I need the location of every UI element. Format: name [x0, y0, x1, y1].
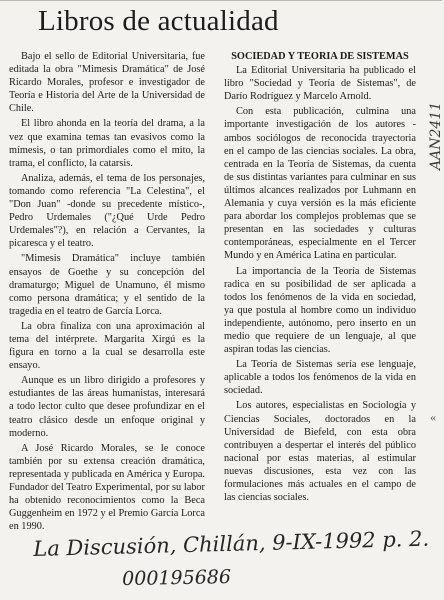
article-paragraph: A José Ricardo Morales, se le conoce también por su extensa creación dramática, representada y publicada en América y Europa. Fundador del Teatro Experimental, por su labor ha obtenido reconocimientos como la Beca Guggenheim en 1972 y el Premio García Lorca en 1990. [9, 442, 205, 533]
article-paragraph: Los autores, especialistas en Sociología y Ciencias Sociales, doctorados en la Universidad de Biefeld, con esta obra contribuyen a despertar el interés del público nacional por estas materias, al estimular nuevas discusiones, esta vez con las formulaciones más actuales en el campo de las ciencias sociales. [224, 400, 416, 504]
article-paragraph: "Mimesis Dramática" incluye también ensayos de Goethe y su concepción del dramaturgo; Miguel de Unamuno, él mismo como persona dramática; y el sentido de la tragedia en el teatro de García Lorca. [9, 253, 205, 317]
right-column [224, 50, 416, 506]
article-paragraph: La obra finaliza con una aproximación al tema del intérprete. Margarita Xirgú es la figura en torno a la cual se desarrolla este ensayo. [9, 320, 205, 372]
article-paragraph: La Teoría de Sistemas sería ese lenguaje, aplicable a todos los fenómenos de la vida en sociedad. [224, 359, 416, 397]
top-edge-rule [0, 0, 442, 1]
article-paragraph: Con esta publicación, culmina una importante investigación de los autores -ambos sociólogos de reconocida trayectoria en el campo de las ciencias sociales. La obra, centrada en la Teoría de Sistemas, da cuenta de sus distintas variantes para culminar en sus últimos alcances realizados por Luhmann en Alemania y cuya versión es la más eficiente para abordar los complejos problemas que se presentan en las sociedades y culturas contemporáneas, especialmente en el Tercer Mundo y en América Latina en particular. [224, 106, 416, 262]
page-title: Libros de actualidad [38, 5, 279, 37]
article-paragraph: Analiza, además, el tema de los personajes, tomando como referencia "La Celestina", el "Don Juan" -donde su precedente místico-, Pedro Urdemales ("¿Qué Urde Pedro Urdemales"?), en relación a Cervantes, la picaresca y el teatro. [9, 172, 205, 250]
margin-handwritten-code: AAN2411 [428, 101, 444, 170]
article-paragraph: La Editorial Universitaria ha publicado el libro "Sociedad y Teoría de Sistemas", de Darío Rodríguez y Marcelo Arnold. [224, 65, 416, 103]
margin-mark: « [430, 410, 436, 424]
article-paragraph: Aunque es un libro dirigido a profesores y estudiantes de las áreas humanistas, interesará a todo lector culto que desee profundizar en el teatro clásico desde un enfoque original y moderno. [9, 375, 205, 439]
article-paragraph: La importancia de la Teoría de Sistemas radica en su posibilidad de ser aplicada a todos los fenómenos de la vida en sociedad, ya que postula al hombre como un individuo independiente, autónomo, pero inserto en un medio que requiere de un lenguaje, al que aspiran todas las ciencias. [224, 265, 416, 356]
handwritten-source-line: La Discusión, Chillán, 9-IX-1992 p. 2. [33, 526, 430, 561]
article-paragraph: Bajo el sello de Editorial Universitaria, fue editada la obra "Mimesis Dramática" de José Ricardo Morales, profesor e investigador de Teoría e Historia del Arte de la Universidad de Chile. [9, 51, 205, 115]
handwritten-archive-code: 000195686 [122, 566, 232, 590]
section-heading: SOCIEDAD Y TEORIA DE SISTEMAS [231, 51, 409, 62]
left-column [9, 50, 205, 535]
article-paragraph: El libro ahonda en la teoría del drama, a la vez que examina temas tan evasivos como la mímesis, o tan primordiales como el mito, la trama, el conflicto, la catarsis. [9, 118, 205, 169]
